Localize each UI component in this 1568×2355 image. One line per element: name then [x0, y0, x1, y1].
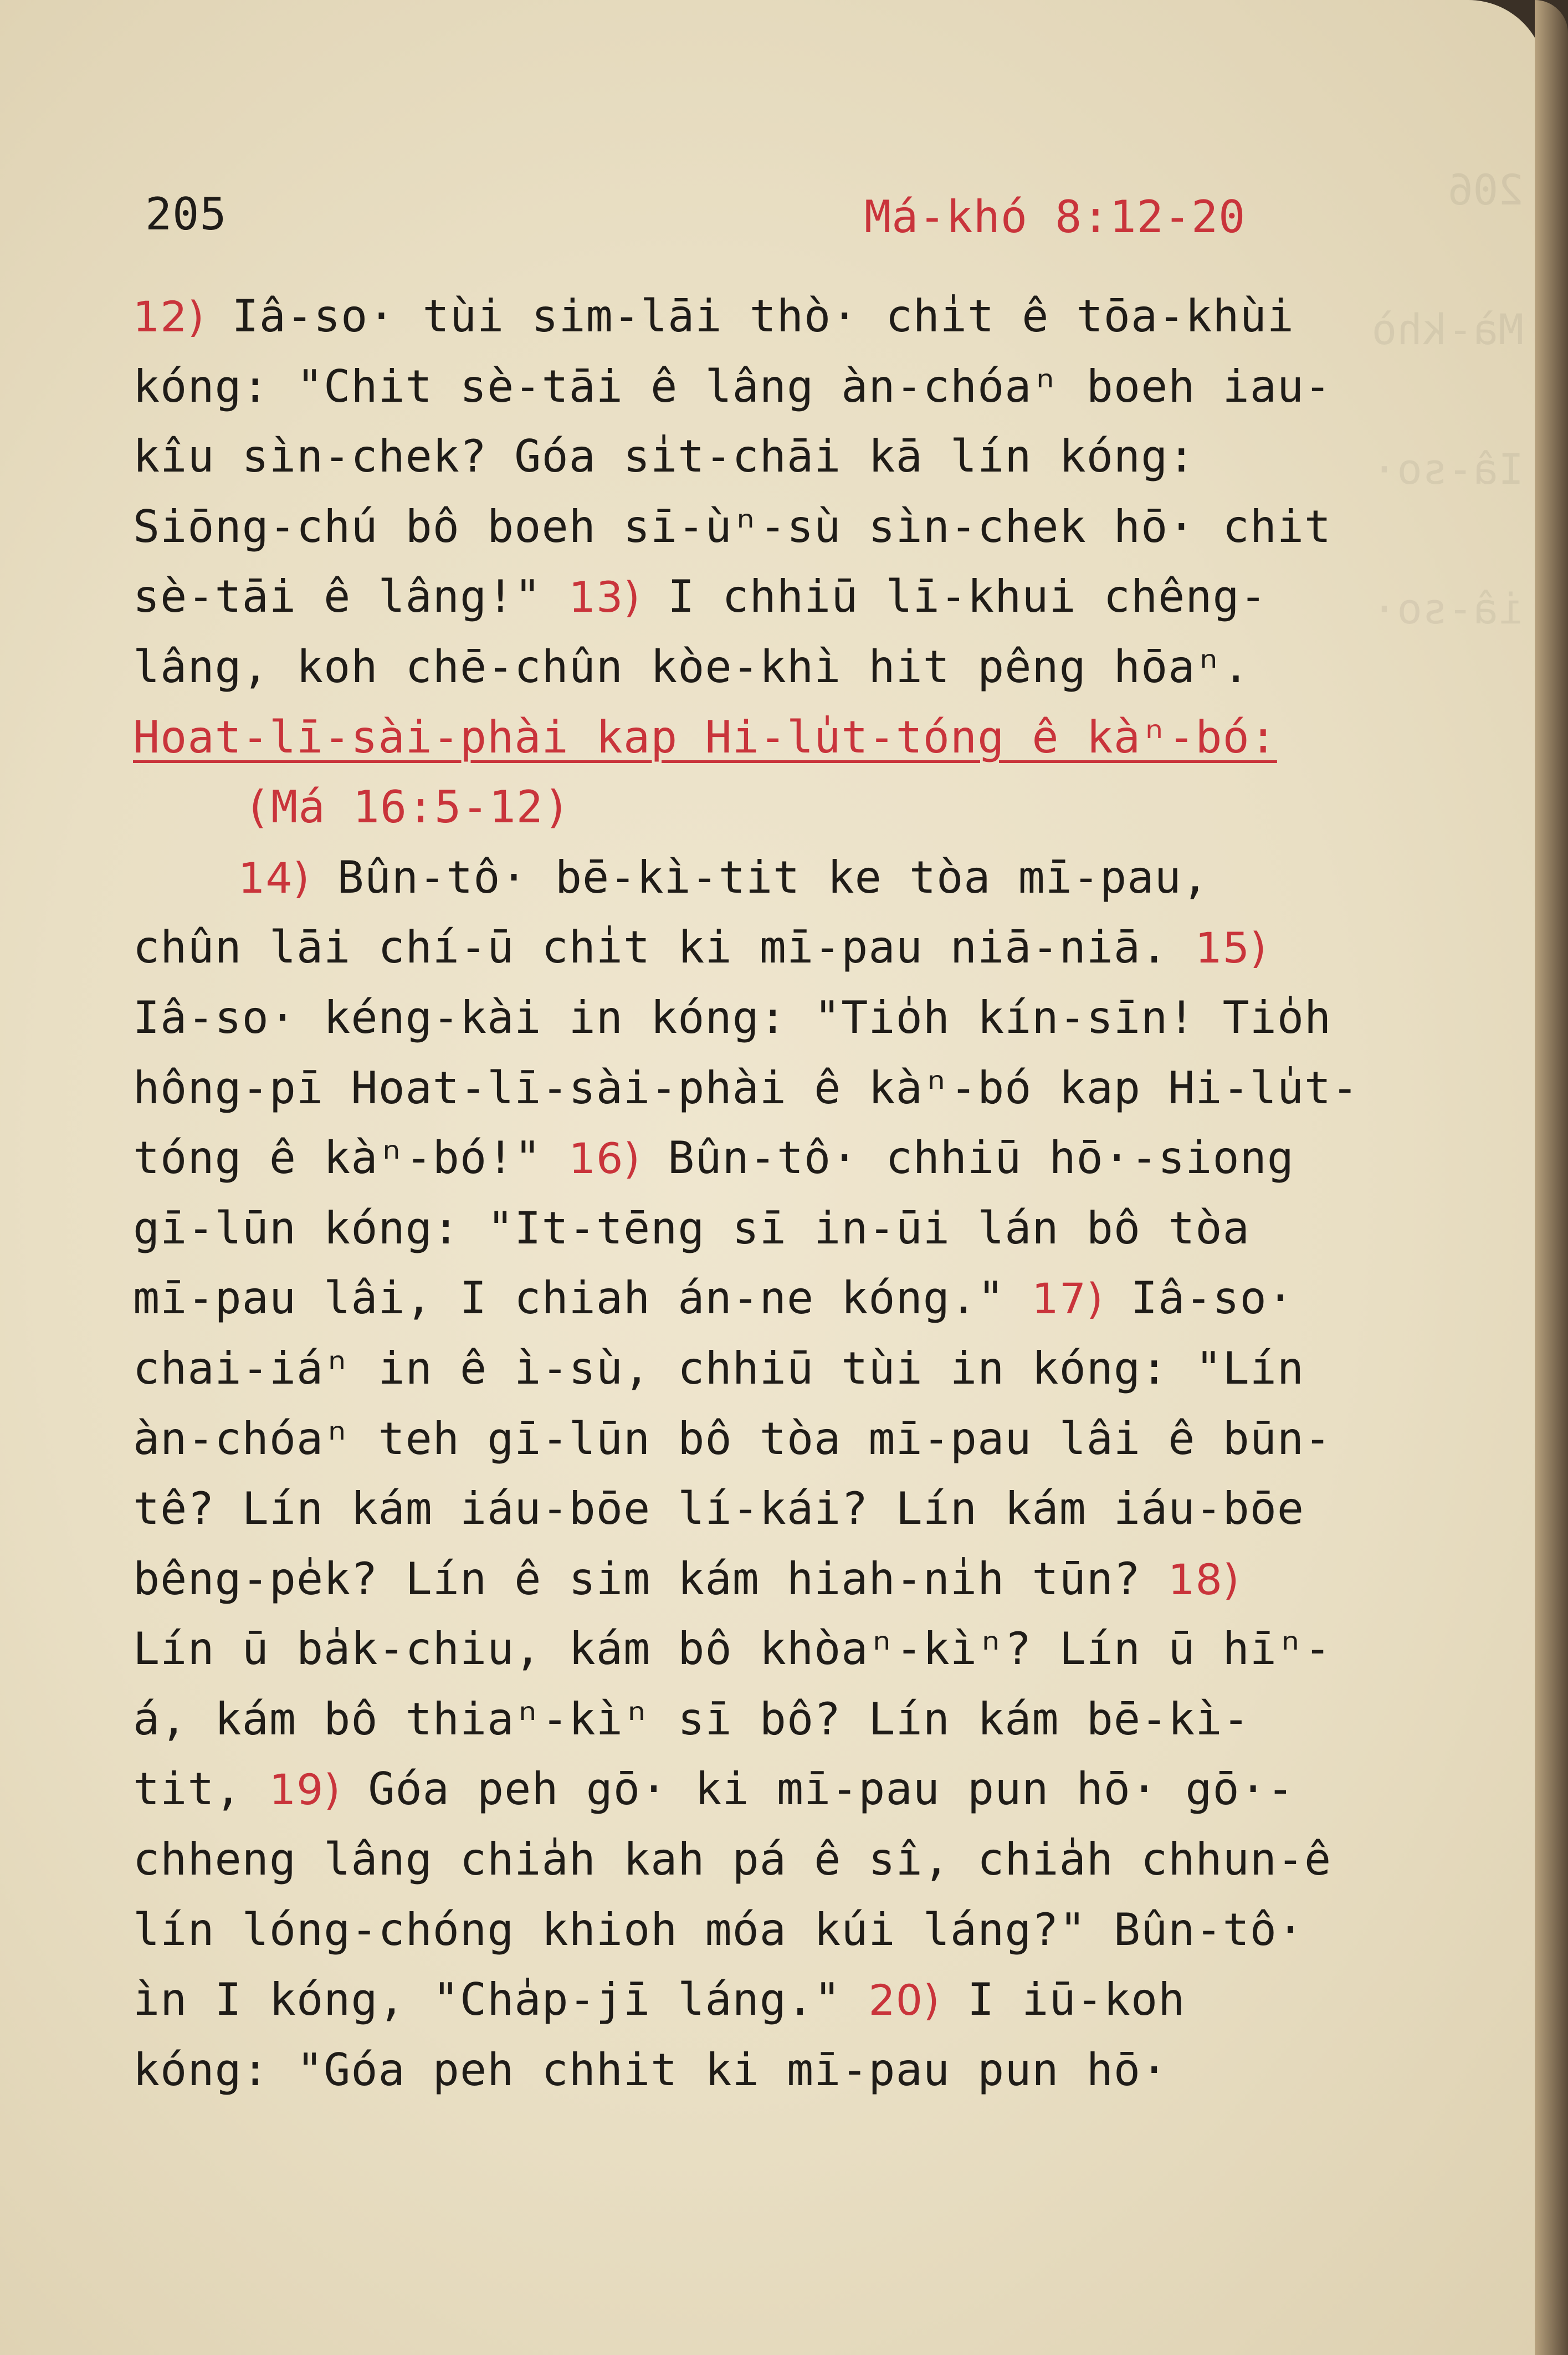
line-text: chai-iáⁿ in ê ì-sù, chhiū tùi in kóng: "Lín — [133, 1342, 1305, 1394]
line-text: á, kám bô thiaⁿ-kìⁿ sī bô? Lín kám bē-kì- — [133, 1693, 1250, 1745]
text-line — [133, 1544, 1441, 1615]
text-line — [133, 632, 1441, 703]
text-line — [133, 1965, 1441, 2035]
text-line — [133, 1825, 1441, 1895]
show-through-text: 206 Mà-khò Iâ-so· iâ-so· — [1371, 165, 1524, 633]
text-line — [133, 1685, 1441, 1755]
text-line — [133, 843, 1441, 913]
page-edge — [1535, 0, 1568, 2355]
verse-number: 13) — [568, 572, 640, 622]
line-text: lín lóng-chóng khioh móa kúi láng?" Bûn-tô· — [133, 1903, 1305, 1955]
text-line — [133, 1474, 1441, 1544]
text-line — [133, 1334, 1441, 1404]
line-text: àn-chóaⁿ teh gī-lūn bô tòa mī-pau lâi ê būn- — [133, 1412, 1332, 1465]
line-text: kóng: "Góa peh chhit ki mī-pau pun hō· — [133, 2044, 1169, 2096]
line-text: lâng, koh chē-chûn kòe-khì hit pêng hōaⁿ. — [133, 641, 1250, 693]
verse-number: 15) — [1195, 923, 1267, 973]
line-text: kóng: "Chit sè-tāi ê lâng àn-chóaⁿ boeh iau- — [133, 360, 1332, 412]
text-line — [133, 352, 1441, 422]
verse-number: 17) — [1032, 1274, 1104, 1324]
text-line — [133, 913, 1441, 983]
text-line — [133, 492, 1441, 562]
line-text: chûn lāi chí-ū chi̍t ki mī-pau niā-niā. — [133, 921, 1169, 974]
line-text: Lín ū ba̍k-chiu, kám bô khòaⁿ-kìⁿ? Lín ū hīⁿ- — [133, 1623, 1332, 1675]
verse-number: 16) — [568, 1134, 640, 1184]
line-text: Bûn-tô· bē-kì-tit ke tòa mī-pau, — [310, 851, 1209, 903]
line-text: mī-pau lâi, I chiah án-ne kóng." — [133, 1272, 1005, 1324]
text-line — [133, 1194, 1441, 1264]
verse-number: 12) — [133, 292, 205, 341]
page-number: 205 — [145, 188, 227, 240]
line-text: Iâ-so· tùi sim-lāi thò· chi̍t ê tōa-khùi — [204, 290, 1294, 342]
body-text — [133, 281, 1441, 2105]
parallel-reference: (Má 16:5-12) — [244, 781, 571, 833]
text-line — [133, 1053, 1441, 1124]
text-line — [133, 1614, 1441, 1685]
line-text: ìn I kóng, "Cha̍p-jī láng." — [133, 1974, 842, 2026]
text-line — [133, 1404, 1441, 1475]
line-text: gī-lūn kóng: "It-tēng sī in-ūi lán bô tòa — [133, 1202, 1250, 1254]
text-line — [133, 422, 1441, 492]
verse-number: 19) — [269, 1765, 341, 1815]
line-text: Bûn-tô· chhiū hō·-siong — [640, 1132, 1294, 1184]
text-line — [133, 983, 1441, 1053]
line-text: tê? Lín kám iáu-bōe lí-kái? Lín kám iáu-bōe — [133, 1483, 1305, 1535]
line-text: Iâ-so· kéng-kài in kóng: "Tio̍h kín-sīn! Tio̍h — [133, 991, 1332, 1043]
text-line — [133, 1123, 1441, 1194]
line-text: I iū-koh — [940, 1974, 1186, 2026]
text-line — [133, 1895, 1441, 1965]
line-text: chheng lâng chia̍h kah pá ê sî, chia̍h chhun-ê — [133, 1834, 1332, 1886]
line-text: I chhiū lī-khui chêng- — [640, 571, 1267, 623]
line-text: Góa peh gō· ki mī-pau pun hō· gō·- — [341, 1763, 1294, 1815]
section-heading: Hoat-lī-sài-phài kap Hi-lu̍t-tóng ê kàⁿ-bó: — [133, 711, 1277, 763]
text-line — [133, 1263, 1441, 1334]
line-text: tóng ê kàⁿ-bó!" — [133, 1132, 542, 1184]
line-text: Siōng-chú bô boeh sī-ùⁿ-sù sìn-chek hō· chit — [133, 500, 1332, 552]
text-line — [133, 281, 1441, 352]
running-reference: Má-khó 8:12-20 — [864, 191, 1246, 243]
text-line — [133, 1754, 1441, 1825]
line-text: sè-tāi ê lâng!" — [133, 571, 542, 623]
verse-number: 18) — [1168, 1554, 1240, 1604]
line-text: kîu sìn-chek? Góa si̍t-chāi kā lín kóng: — [133, 431, 1196, 483]
verse-number: 14) — [238, 853, 310, 903]
line-text: Iâ-so· — [1103, 1272, 1294, 1324]
line-text: bêng-pe̍k? Lín ê sim kám hiah-ni̍h tūn? — [133, 1553, 1141, 1605]
line-text: tit, — [133, 1763, 242, 1815]
text-line — [133, 2035, 1441, 2106]
text-line — [133, 562, 1441, 632]
line-text: hông-pī Hoat-lī-sài-phài ê kàⁿ-bó kap Hi-lu̍t- — [133, 1062, 1359, 1114]
verse-number: 20) — [868, 1975, 940, 2025]
